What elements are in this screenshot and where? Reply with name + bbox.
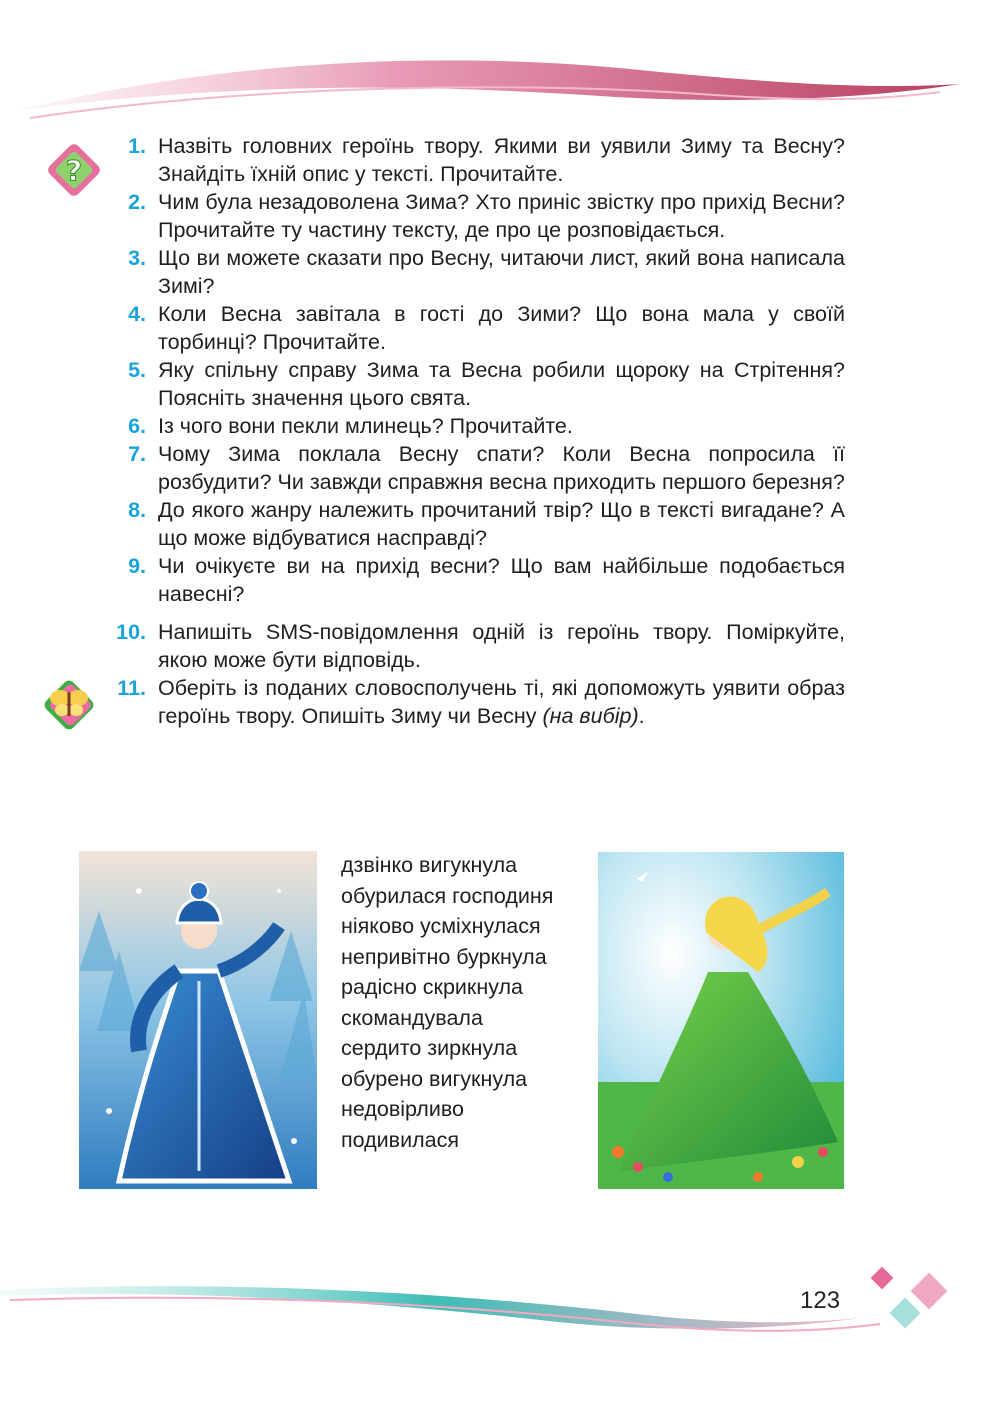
question-number: 4. <box>128 302 146 326</box>
page-number: 123 <box>800 1287 841 1314</box>
question-text: До якого жанру належить прочитаний твір? Що в тексті вигадане? А що може відбуватися насправді? <box>158 498 845 550</box>
question-text-italic: (на вибір) <box>542 704 639 728</box>
question-text: Напишіть SMS-повідомлення одній із героїнь твору. Поміркуйте, якою може бути відповідь. <box>158 620 845 672</box>
question-item <box>100 300 845 356</box>
svg-text:?: ? <box>65 154 83 187</box>
question-text: Яку спільну справу Зима та Весна робили щороку на Стрітення? Поясніть значення цього свята. <box>158 358 845 410</box>
question-number: 8. <box>128 498 146 522</box>
question-item <box>100 188 845 244</box>
word-item: дзвінко вигукнула <box>341 853 518 877</box>
question-item <box>100 618 845 674</box>
question-text: Коли Весна завітала в гості до Зими? Що вона мала у своїй торбинці? Прочитайте. <box>158 302 845 354</box>
question-number: 9. <box>128 554 146 578</box>
question-text: Із чого вони пекли млинець? Прочитайте. <box>158 414 573 438</box>
winter-illustration <box>79 851 317 1189</box>
question-text: Чи очікуєте ви на прихід весни? Що вам найбільше подобається навесні? <box>158 554 845 606</box>
question-item <box>100 356 845 412</box>
winter-image <box>79 851 317 1189</box>
word-item: обурено вигукнула <box>341 1066 528 1091</box>
question-text: Що ви можете сказати про Весну, читаючи лист, який вона написала Зимі? <box>158 246 845 298</box>
word-item: ніяково усміхнулася <box>341 914 541 938</box>
bottom-swoosh <box>0 1286 860 1329</box>
spring-image <box>598 852 844 1189</box>
question-item <box>100 412 845 440</box>
question-number: 1. <box>128 134 146 158</box>
butterfly-icon <box>36 672 102 738</box>
question-number: 6. <box>128 414 146 438</box>
question-text <box>146 674 845 730</box>
corner-diamonds <box>860 1262 960 1342</box>
question-number: 7. <box>128 442 146 466</box>
question-mark-icon <box>44 140 104 200</box>
word-list <box>341 850 553 1155</box>
word-item: непривітно буркнула <box>341 944 547 969</box>
question-number: 2. <box>128 190 146 214</box>
question-text: Чим була незадоволена Зима? Хто приніс звістку про прихід Весни? Прочитайте ту частину тексту, де про це розповідається. <box>158 190 845 242</box>
question-text-main: Оберіть із поданих словосполучень ті, які допоможуть уявити образ героїнь твору. Опишіть Зиму чи Весну <box>158 676 845 728</box>
word-item: скомандувала <box>341 1005 483 1030</box>
word-item: недовірливо <box>341 1097 464 1121</box>
question-item <box>100 244 845 300</box>
question-item <box>100 132 845 188</box>
question-item <box>100 440 845 496</box>
question-number: 10. <box>116 620 146 644</box>
word-item: сердито зиркнула <box>341 1036 518 1060</box>
question-text: Чому Зима поклала Весну спати? Коли Весна попросила її розбудити? Чи завжди справжня весна приходить першого березня? <box>158 442 845 494</box>
questions-list <box>100 132 845 730</box>
word-item: подивилася <box>341 1127 460 1152</box>
question-item <box>100 552 845 608</box>
word-item: обурилася господиня <box>341 883 554 908</box>
question-number: 3. <box>128 246 146 270</box>
spring-illustration <box>598 852 844 1189</box>
question-text-end: . <box>638 704 645 728</box>
question-item <box>100 496 845 552</box>
question-item <box>100 674 845 730</box>
question-number: 11. <box>117 676 146 700</box>
question-text: Назвіть головних героїнь твору. Якими ви уявили Зиму та Весну? Знайдіть їхній опис у тексті. Прочитайте. <box>158 134 845 186</box>
word-item: радісно скрикнула <box>341 975 523 999</box>
question-number: 5. <box>128 358 146 382</box>
